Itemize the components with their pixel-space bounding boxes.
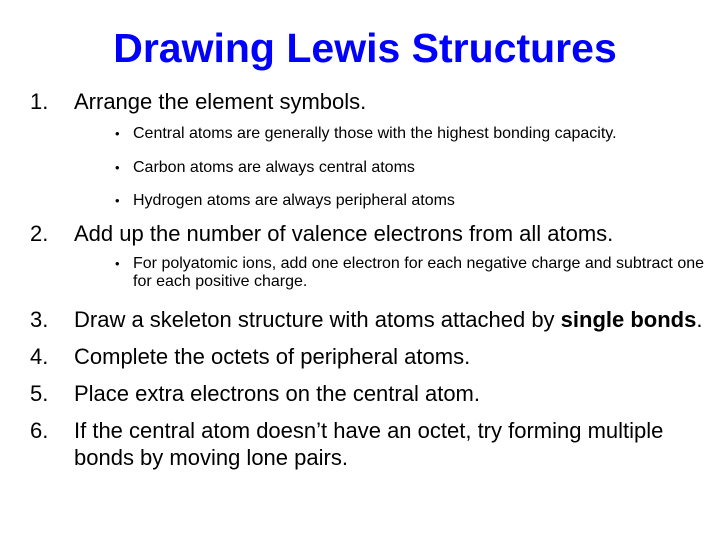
step-text: Complete the octets of peripheral atoms. [74,344,471,369]
subpoint-text: Central atoms are generally those with the highest bonding capacity. [133,125,617,142]
step-6 [30,417,710,471]
step-text: If the central atom doesn’t have an octet, try forming multiple bonds by moving lone pairs. [74,418,664,470]
step-text [74,306,710,333]
step-number: 1. [30,89,49,114]
step-number: 3. [30,307,49,332]
subpoint-text: Hydrogen atoms are always peripheral atoms [133,192,455,209]
subpoint-text: For polyatomic ions, add one electron for each negative charge and subtract one for each positive charge. [133,255,705,290]
step-5 [30,380,710,407]
step-number: 6. [30,418,49,443]
step-text: Add up the number of valence electrons from all atoms. [74,221,614,246]
step-text: Arrange the element symbols. [74,89,367,114]
step-2 [30,220,710,247]
step-number: 4. [30,344,49,369]
step-2-subpoints [115,255,710,291]
step-1-subpoints [115,125,710,210]
subpoint [115,125,710,143]
subpoint [115,255,710,291]
step-number: 2. [30,221,49,246]
steps-list [30,88,710,471]
bullet-icon: • [115,193,120,208]
step-text-bold: single bonds [560,307,697,332]
subpoint [115,159,710,177]
bullet-icon: • [115,126,120,141]
step-text-part: . [696,307,703,332]
slide-title: Drawing Lewis Structures [113,25,617,71]
step-4 [30,343,710,370]
subpoint [115,192,710,210]
subpoint-text: Carbon atoms are always central atoms [133,159,415,176]
bullet-icon: • [115,256,120,271]
step-text-part: Draw a skeleton structure with atoms attached by [74,307,561,332]
step-3 [30,306,710,333]
bullet-icon: • [115,160,120,175]
step-text: Place extra electrons on the central atom. [74,381,480,406]
step-1 [30,88,710,115]
step-number: 5. [30,381,49,406]
